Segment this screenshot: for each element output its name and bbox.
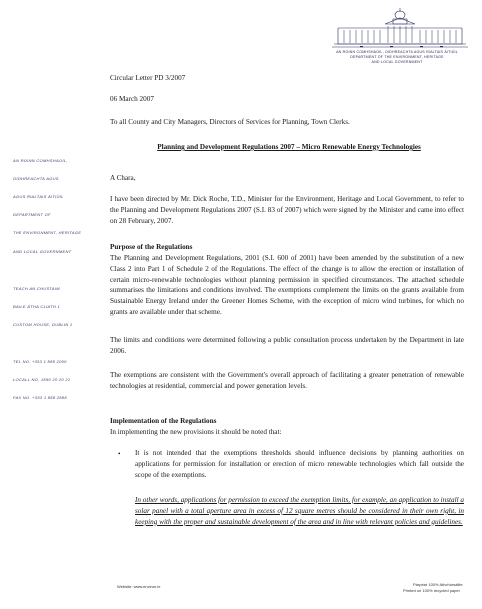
bullet-point-icon: •	[118, 450, 121, 458]
bullet-item-1: It is not intended that the exemptions thresholds should influence decisions by planning authorities on applications for permission for installation or erection of micro renewable technologies which fall outside the scope of the exemptions.	[135, 449, 464, 479]
government-buildings-crest-icon	[330, 6, 470, 50]
sidebar-line: AN ROINN COMHSHAOIL,	[13, 158, 68, 163]
department-name-irish: AN ROINN COMHSHAOIL, OIDHREACHTA AGUS RIALTAIS ÁITIÚIL	[336, 50, 458, 54]
footer-recycled-irish: Párpéar 100% Athchúrsáilte	[413, 582, 463, 587]
implementation-heading: Implementation of the Regulations	[110, 417, 217, 425]
limits-paragraph: The limits and conditions were determined following a public consultation process undertaken by the Department in late 2006.	[110, 336, 464, 355]
sidebar-line: TEACH AN CHUSTAIM	[13, 286, 60, 291]
purpose-heading: Purpose of the Regulations	[110, 243, 193, 251]
sidebar-line: TEL NO. +353 1 888 2000	[13, 359, 67, 364]
circular-reference: Circular Letter PD 3/2007	[110, 74, 186, 82]
sidebar-line: AGUS RIALTAIS ÁITIÚIL	[13, 194, 64, 199]
recipients-line: To all County and City Managers, Directors of Services for Planning, Town Clerks.	[110, 118, 350, 126]
sidebar-line: DEPARTMENT OF	[13, 212, 51, 217]
footer-recycled-english: Printed on 100% recycled paper	[403, 588, 460, 593]
sidebar-line: CUSTOM HOUSE, DUBLIN 1	[13, 322, 73, 327]
sidebar-line: FAX NO. +353 1 888 2888	[13, 395, 67, 400]
sidebar-line: BAILE ÁTHA CLIATH 1	[13, 304, 61, 309]
letter-date: 06 March 2007	[110, 95, 154, 103]
salutation: A Chara,	[110, 174, 136, 182]
exemptions-paragraph: The exemptions are consistent with the Government's overall approach of facilitating a greater penetration of renewable technologies at residential, commercial and power generation levels.	[110, 371, 464, 390]
sidebar-line: OIDHREACHTA AGUS	[13, 176, 59, 181]
subject-heading: Planning and Development Regulations 2007 – Micro Renewable Energy Technologies	[157, 143, 421, 151]
intro-paragraph: I have been directed by Mr. Dick Roche, T.D., Minister for the Environment, Heritage and Local Government, to refer to the Planning and Development Regulations 2007 (S.I. 83 of 2007) which were signed by the Minister and came into effect on 28 February, 2007.	[110, 195, 464, 225]
bullet-item-1-note: In other words, applications for permission to exceed the exemption limits, for example, an application to install a solar panel with a total aperture area in excess of 12 square metres should be considered in their own right, in keeping with the proper and sustainable development of the area and in line with relevant policies and guidelines.	[135, 496, 464, 526]
sidebar-line: LOCALL NO. 1890 20 20 21	[13, 377, 71, 382]
department-name-english: DEPARTMENT OF THE ENVIRONMENT, HERITAGE	[350, 55, 444, 59]
sidebar-line: THE ENVIRONMENT, HERITAGE	[13, 230, 82, 235]
purpose-paragraph: The Planning and Development Regulations, 2001 (S.I. 600 of 2001) have been amended by the substitution of a new Class 2 into Part 1 of Schedule 2 of the Regulations. The effect of the change is to allow the erection or installation of certain micro-renewable technologies without planning permission in specified circumstances. The attached schedule summarises the limitations and conditions involved. The exemptions complement the limits on the grants available from Sustainable Energy Ireland under the Greener Homes Scheme, with the exception of micro wind turbines, for which no grants are available under that scheme.	[110, 254, 464, 316]
implementation-intro: In implementing the new provisions it should be noted that:	[110, 428, 282, 436]
footer-website: Website: www.environ.ie	[117, 584, 161, 589]
sidebar-line: AND LOCAL GOVERNMENT	[13, 249, 72, 254]
department-name-english-2: AND LOCAL GOVERNMENT	[371, 60, 423, 64]
